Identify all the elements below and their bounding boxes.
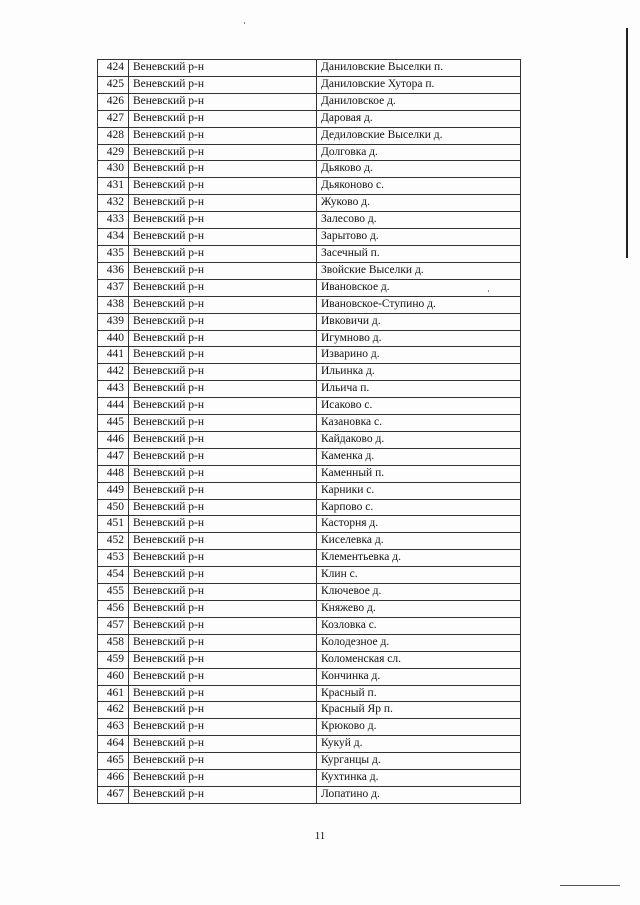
row-number-cell: 432 — [98, 195, 129, 212]
district-cell: Веневский р-н — [129, 736, 317, 753]
district-cell: Веневский р-н — [129, 668, 317, 685]
district-cell: Веневский р-н — [129, 262, 317, 279]
row-number-cell: 457 — [98, 617, 129, 634]
row-number-cell: 443 — [98, 381, 129, 398]
settlement-cell: Звойские Выселки д. — [317, 262, 521, 279]
row-number-cell: 427 — [98, 110, 129, 127]
row-number-cell: 448 — [98, 465, 129, 482]
district-cell: Веневский р-н — [129, 60, 317, 77]
row-number-cell: 446 — [98, 431, 129, 448]
table-row — [98, 567, 521, 584]
settlement-cell: Даровая д. — [317, 110, 521, 127]
district-cell: Веневский р-н — [129, 770, 317, 787]
table-row — [98, 296, 521, 313]
district-cell: Веневский р-н — [129, 634, 317, 651]
table-row — [98, 178, 521, 195]
table-row — [98, 76, 521, 93]
scan-speck — [244, 22, 245, 24]
district-cell: Веневский р-н — [129, 567, 317, 584]
settlement-cell: Курганцы д. — [317, 753, 521, 770]
row-number-cell: 462 — [98, 702, 129, 719]
settlement-cell: Казановка с. — [317, 415, 521, 432]
district-cell: Веневский р-н — [129, 313, 317, 330]
row-number-cell: 424 — [98, 60, 129, 77]
row-number-cell: 429 — [98, 144, 129, 161]
scan-bottom-rule — [560, 885, 620, 886]
row-number-cell: 451 — [98, 516, 129, 533]
district-cell: Веневский р-н — [129, 753, 317, 770]
district-cell: Веневский р-н — [129, 381, 317, 398]
settlement-cell: Ильинка д. — [317, 364, 521, 381]
settlement-cell: Княжево д. — [317, 601, 521, 618]
settlement-cell: Исаково с. — [317, 398, 521, 415]
table-row — [98, 313, 521, 330]
district-cell: Веневский р-н — [129, 161, 317, 178]
settlement-cell: Касторня д. — [317, 516, 521, 533]
row-number-cell: 444 — [98, 398, 129, 415]
district-cell: Веневский р-н — [129, 347, 317, 364]
table-row — [98, 770, 521, 787]
district-cell: Веневский р-н — [129, 296, 317, 313]
table-row — [98, 195, 521, 212]
table-row — [98, 634, 521, 651]
settlement-cell: Киселевка д. — [317, 533, 521, 550]
table-row — [98, 736, 521, 753]
row-number-cell: 425 — [98, 76, 129, 93]
row-number-cell: 467 — [98, 786, 129, 803]
row-number-cell: 460 — [98, 668, 129, 685]
table-row — [98, 381, 521, 398]
district-cell: Веневский р-н — [129, 110, 317, 127]
row-number-cell: 437 — [98, 279, 129, 296]
table-row — [98, 465, 521, 482]
settlement-cell: Зарытово д. — [317, 229, 521, 246]
table-row — [98, 415, 521, 432]
settlement-cell: Каменный п. — [317, 465, 521, 482]
row-number-cell: 454 — [98, 567, 129, 584]
row-number-cell: 436 — [98, 262, 129, 279]
settlement-cell: Кухтинка д. — [317, 770, 521, 787]
district-cell: Веневский р-н — [129, 719, 317, 736]
row-number-cell: 458 — [98, 634, 129, 651]
table-row — [98, 262, 521, 279]
district-cell: Веневский р-н — [129, 279, 317, 296]
settlement-cell: Ивковичи д. — [317, 313, 521, 330]
table-row — [98, 347, 521, 364]
settlement-cell: Ивановское д. — [317, 279, 521, 296]
district-cell: Веневский р-н — [129, 431, 317, 448]
table-row — [98, 431, 521, 448]
table-row — [98, 617, 521, 634]
settlement-cell: Кайдаково д. — [317, 431, 521, 448]
table-row — [98, 60, 521, 77]
settlement-cell: Долговка д. — [317, 144, 521, 161]
row-number-cell: 466 — [98, 770, 129, 787]
row-number-cell: 442 — [98, 364, 129, 381]
row-number-cell: 431 — [98, 178, 129, 195]
table-row — [98, 229, 521, 246]
table-row — [98, 601, 521, 618]
row-number-cell: 434 — [98, 229, 129, 246]
table-row — [98, 533, 521, 550]
table-row — [98, 110, 521, 127]
settlement-cell: Даниловские Хутора п. — [317, 76, 521, 93]
settlement-cell: Колодезное д. — [317, 634, 521, 651]
table-row — [98, 364, 521, 381]
settlement-cell: Дьяково д. — [317, 161, 521, 178]
settlement-cell: Клементьевка д. — [317, 550, 521, 567]
row-number-cell: 464 — [98, 736, 129, 753]
district-cell: Веневский р-н — [129, 212, 317, 229]
table-row — [98, 448, 521, 465]
row-number-cell: 439 — [98, 313, 129, 330]
row-number-cell: 455 — [98, 584, 129, 601]
table-row — [98, 685, 521, 702]
settlement-cell: Коломенская сл. — [317, 651, 521, 668]
district-cell: Веневский р-н — [129, 465, 317, 482]
table-row — [98, 550, 521, 567]
table-row — [98, 127, 521, 144]
settlements-table-body — [98, 60, 521, 804]
row-number-cell: 445 — [98, 415, 129, 432]
table-row — [98, 719, 521, 736]
row-number-cell: 459 — [98, 651, 129, 668]
row-number-cell: 452 — [98, 533, 129, 550]
row-number-cell: 449 — [98, 482, 129, 499]
settlement-cell: Козловка с. — [317, 617, 521, 634]
table-row — [98, 516, 521, 533]
district-cell: Веневский р-н — [129, 685, 317, 702]
district-cell: Веневский р-н — [129, 93, 317, 110]
settlement-cell: Дедиловские Выселки д. — [317, 127, 521, 144]
district-cell: Веневский р-н — [129, 330, 317, 347]
table-row — [98, 786, 521, 803]
table-row — [98, 161, 521, 178]
table-row — [98, 245, 521, 262]
settlement-cell: Ивановское-Ступино д. — [317, 296, 521, 313]
settlement-cell: Даниловские Выселки п. — [317, 60, 521, 77]
table-row — [98, 668, 521, 685]
row-number-cell: 447 — [98, 448, 129, 465]
district-cell: Веневский р-н — [129, 482, 317, 499]
district-cell: Веневский р-н — [129, 786, 317, 803]
row-number-cell: 428 — [98, 127, 129, 144]
row-number-cell: 441 — [98, 347, 129, 364]
district-cell: Веневский р-н — [129, 229, 317, 246]
settlement-cell: Изварино д. — [317, 347, 521, 364]
row-number-cell: 465 — [98, 753, 129, 770]
row-number-cell: 456 — [98, 601, 129, 618]
table-row — [98, 93, 521, 110]
district-cell: Веневский р-н — [129, 178, 317, 195]
settlement-cell: Карники с. — [317, 482, 521, 499]
row-number-cell: 433 — [98, 212, 129, 229]
row-number-cell: 438 — [98, 296, 129, 313]
settlement-cell: Каменка д. — [317, 448, 521, 465]
table-row — [98, 279, 521, 296]
table-row — [98, 499, 521, 516]
district-cell: Веневский р-н — [129, 195, 317, 212]
district-cell: Веневский р-н — [129, 516, 317, 533]
table-row — [98, 651, 521, 668]
settlement-cell: Лопатино д. — [317, 786, 521, 803]
district-cell: Веневский р-н — [129, 448, 317, 465]
district-cell: Веневский р-н — [129, 584, 317, 601]
row-number-cell: 453 — [98, 550, 129, 567]
district-cell: Веневский р-н — [129, 144, 317, 161]
settlement-cell: Ключевое д. — [317, 584, 521, 601]
district-cell: Веневский р-н — [129, 617, 317, 634]
scan-edge-line — [626, 28, 628, 258]
table-row — [98, 330, 521, 347]
district-cell: Веневский р-н — [129, 550, 317, 567]
settlement-cell: Красный Яр п. — [317, 702, 521, 719]
settlement-cell: Залесово д. — [317, 212, 521, 229]
settlement-cell: Кукуй д. — [317, 736, 521, 753]
settlement-cell: Жуково д. — [317, 195, 521, 212]
district-cell: Веневский р-н — [129, 415, 317, 432]
district-cell: Веневский р-н — [129, 533, 317, 550]
table-row — [98, 398, 521, 415]
district-cell: Веневский р-н — [129, 601, 317, 618]
table-row — [98, 584, 521, 601]
table-row — [98, 212, 521, 229]
table-row — [98, 702, 521, 719]
settlement-cell: Ильича п. — [317, 381, 521, 398]
row-number-cell: 435 — [98, 245, 129, 262]
settlement-cell: Кончинка д. — [317, 668, 521, 685]
district-cell: Веневский р-н — [129, 127, 317, 144]
district-cell: Веневский р-н — [129, 702, 317, 719]
table-row — [98, 753, 521, 770]
row-number-cell: 426 — [98, 93, 129, 110]
district-cell: Веневский р-н — [129, 364, 317, 381]
settlement-cell: Крюково д. — [317, 719, 521, 736]
row-number-cell: 463 — [98, 719, 129, 736]
row-number-cell: 430 — [98, 161, 129, 178]
row-number-cell: 450 — [98, 499, 129, 516]
settlement-cell: Красный п. — [317, 685, 521, 702]
settlement-cell: Даниловское д. — [317, 93, 521, 110]
settlements-table — [97, 59, 521, 804]
district-cell: Веневский р-н — [129, 499, 317, 516]
page-number: 11 — [314, 830, 326, 842]
settlement-cell: Клин с. — [317, 567, 521, 584]
row-number-cell: 440 — [98, 330, 129, 347]
row-number-cell: 461 — [98, 685, 129, 702]
settlement-cell: Карпово с. — [317, 499, 521, 516]
settlement-cell: Дьяконово с. — [317, 178, 521, 195]
table-row — [98, 144, 521, 161]
district-cell: Веневский р-н — [129, 398, 317, 415]
district-cell: Веневский р-н — [129, 651, 317, 668]
settlement-cell: Игумново д. — [317, 330, 521, 347]
district-cell: Веневский р-н — [129, 245, 317, 262]
district-cell: Веневский р-н — [129, 76, 317, 93]
table-row — [98, 482, 521, 499]
settlement-cell: Засечный п. — [317, 245, 521, 262]
